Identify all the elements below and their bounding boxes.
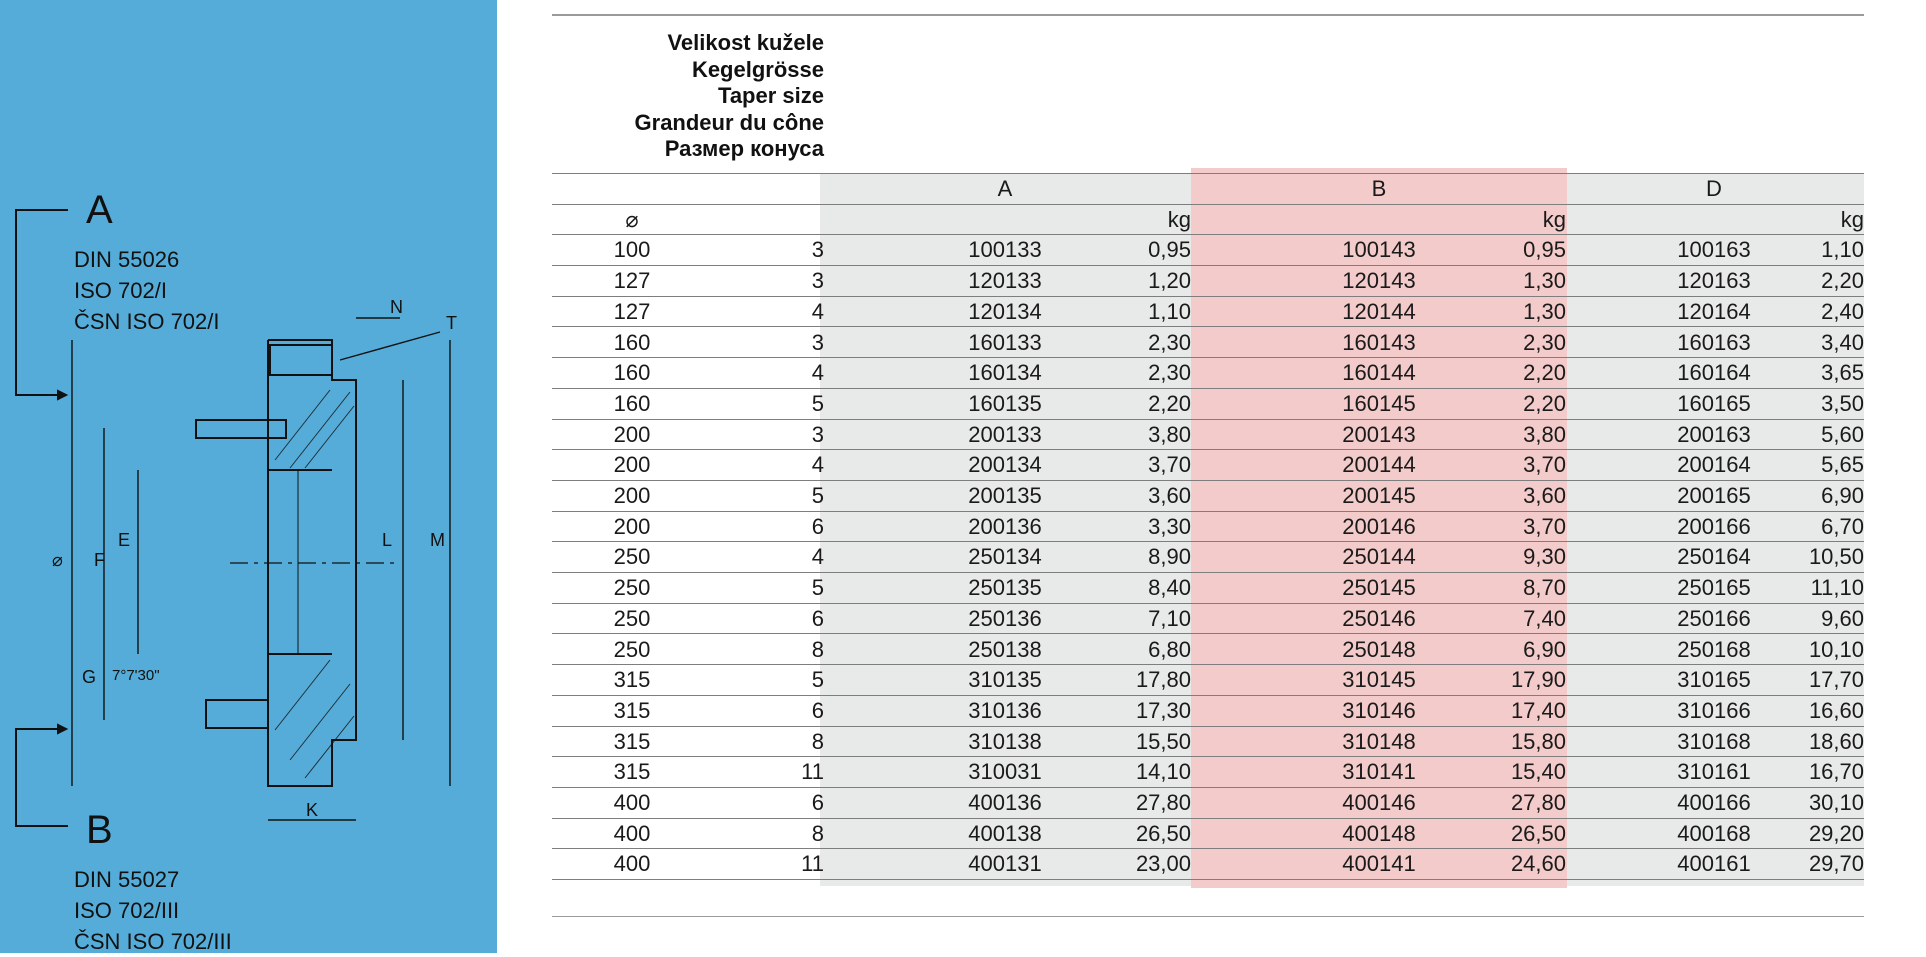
- cell-a-code: 250138: [968, 636, 1042, 662]
- cell-b-kg: 24,60: [1510, 851, 1566, 877]
- dim-g-label: G: [82, 667, 97, 687]
- cell-b-kg: 17,90: [1510, 667, 1566, 693]
- table-row: [552, 757, 1864, 788]
- taper-table-area: [552, 0, 1864, 953]
- cell-diameter: 250: [613, 636, 651, 662]
- cell-a-code: 400136: [968, 790, 1042, 815]
- cell-b-kg: 9,30: [1523, 544, 1566, 570]
- cell-d-code: 310161: [1677, 759, 1751, 785]
- cell-b-code: 400148: [1342, 820, 1416, 846]
- cell-taper: 5: [811, 575, 824, 601]
- cell-b-code: 310146: [1342, 697, 1416, 723]
- dim-angle-label: 7°7'30": [112, 667, 160, 684]
- cell-d-kg: 11,10: [1810, 575, 1864, 601]
- cell-a-code: 200134: [968, 452, 1042, 478]
- cell-taper: 3: [811, 329, 824, 355]
- dim-e-label: E: [118, 530, 131, 550]
- cell-a-code: 120134: [968, 298, 1042, 324]
- table-row: [552, 420, 1864, 451]
- dim-f-label: F: [94, 550, 105, 570]
- cell-diameter: 250: [613, 544, 651, 570]
- cell-diameter: 400: [613, 820, 651, 846]
- cell-d-kg: 2,40: [1821, 298, 1864, 324]
- cell-b-kg: 7,40: [1523, 605, 1566, 631]
- taper-heading-cz: Velikost kužele: [667, 30, 824, 55]
- dim-k-label: K: [306, 800, 319, 820]
- cell-d-kg: 6,90: [1821, 483, 1864, 508]
- cell-b-kg: 3,70: [1523, 513, 1566, 539]
- table-row: [552, 328, 1864, 359]
- cell-d-kg: 3,50: [1821, 390, 1864, 416]
- table-row: [552, 512, 1864, 543]
- cell-d-code: 400168: [1677, 820, 1751, 846]
- cell-taper: 3: [811, 421, 824, 447]
- taper-heading-en: Taper size: [718, 83, 824, 108]
- cell-diameter: 250: [613, 575, 651, 601]
- cell-diameter: 250: [613, 605, 651, 631]
- cell-d-code: 200165: [1677, 483, 1751, 508]
- dim-diameter-label: ⌀: [52, 550, 63, 570]
- group-a-header: A: [997, 176, 1013, 201]
- cell-b-code: 160145: [1342, 390, 1416, 416]
- cell-b-code: 250146: [1342, 605, 1416, 631]
- table-row: [552, 542, 1864, 573]
- cell-b-code: 310145: [1342, 667, 1416, 693]
- cell-d-kg: 6,70: [1821, 513, 1864, 539]
- group-header-row: [552, 174, 1864, 205]
- cell-diameter: 315: [613, 667, 651, 693]
- table-row: [552, 727, 1864, 758]
- cell-a-code: 250134: [968, 544, 1042, 570]
- cell-b-kg: 17,40: [1510, 697, 1566, 723]
- drawing-panel: [0, 0, 497, 953]
- table-row: [552, 788, 1864, 819]
- cell-taper: 8: [811, 820, 824, 846]
- cell-d-code: 120163: [1677, 268, 1751, 294]
- cell-b-kg: 15,80: [1510, 728, 1566, 754]
- table-row: [552, 266, 1864, 297]
- cell-a-kg: 7,10: [1148, 605, 1191, 631]
- cell-d-code: 400166: [1677, 790, 1751, 815]
- cell-d-code: 250164: [1677, 544, 1751, 570]
- cell-d-code: 400161: [1677, 851, 1751, 877]
- cell-a-kg: 3,80: [1148, 421, 1191, 447]
- cell-taper: 4: [811, 298, 824, 324]
- cell-taper: 3: [811, 237, 824, 263]
- cell-a-kg: 23,00: [1135, 851, 1191, 877]
- cell-a-code: 200133: [968, 421, 1042, 447]
- cell-d-kg: 10,10: [1808, 636, 1864, 662]
- table-row: [552, 235, 1864, 266]
- cell-a-kg: 26,50: [1135, 820, 1191, 846]
- taper-size-heading: [635, 30, 824, 163]
- cell-b-kg: 15,40: [1510, 759, 1566, 785]
- cell-d-code: 160164: [1677, 360, 1751, 386]
- cell-taper: 6: [811, 513, 824, 539]
- standard-a-iso: ISO 702/I: [74, 278, 167, 303]
- unit-d-header: kg: [1840, 206, 1864, 232]
- table-row: [552, 635, 1864, 666]
- cell-taper: 6: [811, 697, 824, 723]
- cell-taper: 5: [811, 667, 824, 693]
- cell-b-code: 160144: [1342, 360, 1416, 386]
- cell-b-code: 160143: [1342, 329, 1416, 355]
- standard-a-label: A: [86, 188, 113, 232]
- standards-b-list: [74, 864, 232, 957]
- cell-b-code: 250148: [1342, 636, 1416, 662]
- cell-b-kg: 1,30: [1523, 298, 1566, 324]
- cell-a-code: 160135: [968, 390, 1042, 416]
- cell-b-kg: 3,70: [1523, 452, 1566, 478]
- standards-a-list: [74, 244, 220, 337]
- cell-a-code: 310138: [968, 728, 1042, 754]
- cell-a-kg: 27,80: [1135, 790, 1191, 815]
- cell-diameter: 200: [613, 452, 651, 478]
- cell-d-code: 250168: [1677, 636, 1751, 662]
- cell-b-code: 400141: [1342, 851, 1416, 877]
- unit-header-row: [552, 205, 1864, 236]
- cell-d-kg: 18,60: [1808, 728, 1864, 754]
- cell-a-code: 250135: [968, 575, 1042, 601]
- cell-d-code: 250166: [1677, 605, 1751, 631]
- cell-a-code: 310136: [968, 697, 1042, 723]
- cell-b-kg: 27,80: [1510, 790, 1566, 815]
- dim-t-label: T: [446, 313, 457, 333]
- cell-b-code: 200144: [1342, 452, 1416, 478]
- cell-b-kg: 0,95: [1523, 237, 1566, 263]
- cell-diameter: 127: [613, 298, 651, 324]
- cell-a-kg: 6,80: [1148, 636, 1191, 662]
- table-row: [552, 665, 1864, 696]
- standard-b-din: DIN 55027: [74, 867, 180, 892]
- cell-b-code: 310148: [1342, 728, 1416, 754]
- cell-b-code: 200146: [1342, 513, 1416, 539]
- standard-b-csn: ČSN ISO 702/III: [74, 929, 232, 954]
- cell-d-code: 310165: [1677, 667, 1751, 693]
- cell-diameter: 127: [613, 268, 651, 294]
- group-b-header: B: [1371, 176, 1387, 201]
- cell-a-code: 160134: [968, 360, 1042, 386]
- cell-a-code: 100133: [968, 237, 1042, 263]
- cell-a-kg: 17,80: [1135, 667, 1191, 693]
- cell-d-kg: 17,70: [1808, 667, 1864, 693]
- cell-diameter: 100: [613, 237, 651, 263]
- table-row: [552, 450, 1864, 481]
- diameter-header: ⌀: [625, 206, 639, 232]
- table-row: [552, 389, 1864, 420]
- cell-b-code: 120143: [1342, 268, 1416, 294]
- chuck-adapter-drawing: [0, 0, 497, 953]
- cell-d-kg: 1,10: [1821, 237, 1864, 263]
- cell-d-kg: 3,40: [1821, 329, 1864, 355]
- cell-a-kg: 8,90: [1148, 544, 1191, 570]
- cell-d-code: 200163: [1677, 421, 1751, 447]
- cell-a-code: 250136: [968, 605, 1042, 631]
- cell-b-code: 200143: [1342, 421, 1416, 447]
- taper-heading-fr: Grandeur du cône: [634, 109, 824, 135]
- cell-d-kg: 30,10: [1808, 790, 1864, 815]
- cell-b-code: 120144: [1342, 298, 1416, 324]
- cell-a-kg: 2,30: [1148, 360, 1191, 386]
- cell-d-kg: 16,70: [1808, 759, 1864, 785]
- cell-d-kg: 5,60: [1821, 421, 1864, 447]
- cell-b-kg: 2,30: [1523, 329, 1566, 355]
- cell-taper: 6: [811, 790, 824, 815]
- standard-b-label: B: [86, 808, 113, 852]
- taper-heading-ru: Размер конуса: [664, 136, 824, 161]
- table-row: [552, 819, 1864, 850]
- standard-b-iso: ISO 702/III: [74, 898, 180, 923]
- cell-a-kg: 3,60: [1148, 483, 1191, 508]
- cell-a-kg: 2,30: [1148, 329, 1191, 355]
- cell-a-kg: 3,70: [1148, 452, 1191, 478]
- cell-a-code: 200135: [968, 483, 1042, 508]
- cell-b-code: 100143: [1342, 237, 1416, 263]
- cell-d-code: 200166: [1677, 513, 1751, 539]
- cell-b-kg: 3,60: [1523, 483, 1566, 508]
- cell-a-kg: 2,20: [1148, 390, 1191, 416]
- cell-b-kg: 2,20: [1523, 390, 1566, 416]
- cell-b-code: 310141: [1342, 759, 1416, 785]
- cell-taper: 6: [811, 605, 824, 631]
- cell-diameter: 315: [613, 759, 651, 785]
- cell-diameter: 160: [613, 360, 651, 386]
- cell-a-kg: 3,30: [1148, 513, 1191, 539]
- cell-b-kg: 8,70: [1523, 575, 1566, 601]
- cell-a-kg: 1,20: [1148, 268, 1191, 294]
- cell-b-kg: 3,80: [1523, 421, 1566, 447]
- cell-d-code: 200164: [1677, 452, 1751, 478]
- cell-a-code: 310135: [968, 667, 1042, 693]
- cell-b-kg: 1,30: [1523, 268, 1566, 294]
- cell-d-kg: 2,20: [1821, 268, 1864, 294]
- table-row: [552, 481, 1864, 512]
- taper-heading-de: Kegelgrösse: [691, 56, 824, 82]
- cell-a-code: 160133: [968, 329, 1042, 355]
- cell-d-kg: 29,70: [1808, 851, 1864, 877]
- cell-taper: 5: [811, 390, 824, 416]
- table-row: [552, 696, 1864, 727]
- cell-d-code: 250165: [1677, 575, 1751, 601]
- cell-d-code: 160163: [1677, 329, 1751, 355]
- cell-d-kg: 9,60: [1821, 605, 1864, 631]
- cell-d-code: 160165: [1677, 390, 1751, 416]
- standard-a-csn: ČSN ISO 702/I: [74, 309, 220, 334]
- cell-d-code: 120164: [1677, 298, 1751, 324]
- cell-diameter: 200: [613, 483, 651, 508]
- dim-n-label: N: [390, 297, 403, 317]
- cell-a-kg: 0,95: [1148, 237, 1191, 263]
- cell-taper: 4: [811, 452, 824, 478]
- cell-taper: 8: [811, 728, 824, 754]
- cell-taper: 11: [801, 759, 824, 785]
- dim-l-label: L: [382, 530, 393, 550]
- cell-diameter: 200: [613, 421, 651, 447]
- cell-taper: 4: [811, 544, 824, 570]
- cell-diameter: 400: [613, 790, 651, 815]
- cell-b-kg: 2,20: [1523, 360, 1566, 386]
- cell-taper: 3: [811, 268, 824, 294]
- cell-a-kg: 14,10: [1135, 759, 1191, 785]
- cell-diameter: 315: [613, 697, 651, 723]
- cell-d-kg: 10,50: [1808, 544, 1864, 570]
- table-row: [552, 358, 1864, 389]
- cell-b-code: 200145: [1342, 483, 1416, 508]
- dim-m-label: M: [430, 530, 445, 550]
- standard-a-din: DIN 55026: [74, 247, 180, 272]
- cell-d-kg: 3,65: [1821, 360, 1864, 386]
- group-d-header: D: [1706, 176, 1722, 201]
- cell-a-kg: 1,10: [1148, 298, 1191, 324]
- table-row: [552, 604, 1864, 635]
- cell-taper: 11: [801, 851, 824, 877]
- cell-taper: 8: [811, 636, 824, 662]
- cell-d-kg: 29,20: [1808, 820, 1864, 846]
- cell-diameter: 315: [613, 728, 651, 754]
- unit-a-header: kg: [1167, 206, 1191, 232]
- top-rule: [552, 14, 1864, 16]
- table-row: [552, 849, 1864, 880]
- cell-d-code: 100163: [1677, 237, 1751, 263]
- cell-a-code: 400138: [968, 820, 1042, 846]
- cell-diameter: 160: [613, 329, 651, 355]
- cell-diameter: 160: [613, 390, 651, 416]
- table-row: [552, 573, 1864, 604]
- cell-b-kg: 26,50: [1510, 820, 1566, 846]
- cell-taper: 5: [811, 483, 824, 508]
- cell-a-kg: 8,40: [1148, 575, 1191, 601]
- cell-taper: 4: [811, 360, 824, 386]
- cell-b-code: 250144: [1342, 544, 1416, 570]
- unit-b-header: kg: [1542, 206, 1566, 232]
- cell-d-kg: 5,65: [1821, 452, 1864, 478]
- cell-a-kg: 15,50: [1135, 728, 1191, 754]
- cell-b-kg: 6,90: [1523, 636, 1566, 662]
- bottom-rule: [552, 916, 1864, 917]
- table-row: [552, 297, 1864, 328]
- cell-d-code: 310168: [1677, 728, 1751, 754]
- cell-a-kg: 17,30: [1135, 697, 1191, 723]
- cell-a-code: 310031: [968, 759, 1042, 785]
- cell-d-kg: 16,60: [1808, 697, 1864, 723]
- cell-b-code: 400146: [1342, 790, 1416, 815]
- cell-diameter: 200: [613, 513, 651, 539]
- cell-a-code: 200136: [968, 513, 1042, 539]
- cell-a-code: 120133: [968, 268, 1042, 294]
- cell-diameter: 400: [613, 851, 651, 877]
- cell-d-code: 310166: [1677, 697, 1751, 723]
- cell-b-code: 250145: [1342, 575, 1416, 601]
- cell-a-code: 400131: [968, 851, 1042, 877]
